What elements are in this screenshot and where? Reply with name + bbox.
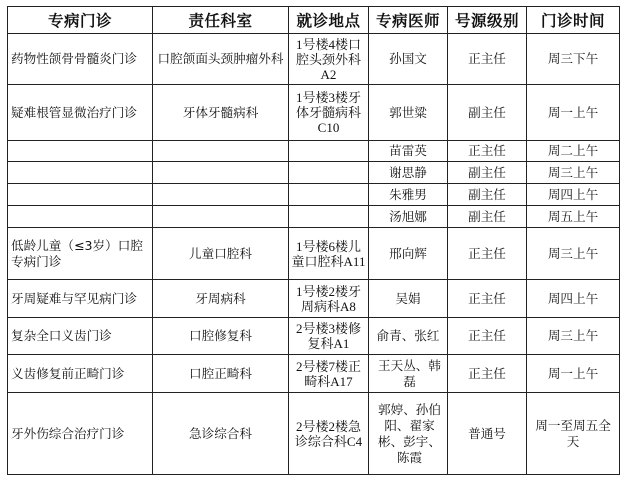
clinic-name [8, 206, 153, 228]
level: 副主任 [448, 184, 527, 206]
doctor: 朱雅男 [369, 184, 448, 206]
clinic-time: 周一上午 [527, 355, 620, 393]
department: 口腔修复科 [153, 318, 289, 355]
department: 儿童口腔科 [153, 228, 289, 280]
table-row [8, 184, 620, 206]
header-doctor: 专病医师 [369, 7, 448, 34]
doctor: 吴娟 [369, 280, 448, 318]
level: 正主任 [448, 34, 527, 85]
header-department: 责任科室 [153, 7, 289, 34]
table-row [8, 280, 620, 318]
location: 1号楼6楼儿童口腔科A11 [289, 228, 369, 280]
doctor: 邢向辉 [369, 228, 448, 280]
clinic-name [8, 141, 153, 162]
clinic-name: 牙周疑难与罕见病门诊 [8, 280, 153, 318]
clinic-time: 周三上午 [527, 162, 620, 184]
department: 口腔颌面头颈肿瘤外科 [153, 34, 289, 85]
location [289, 162, 369, 184]
clinic-time: 周一上午 [527, 85, 620, 141]
level: 普通号 [448, 393, 527, 475]
department: 牙体牙髓病科 [153, 85, 289, 141]
header-level: 号源级别 [448, 7, 527, 34]
clinic-time: 周五上午 [527, 206, 620, 228]
clinic-time: 周四上午 [527, 280, 620, 318]
level: 副主任 [448, 162, 527, 184]
clinic-name: 低龄儿童（≤3岁）口腔专病门诊 [8, 228, 153, 280]
level: 副主任 [448, 85, 527, 141]
location [289, 141, 369, 162]
header-location: 就诊地点 [289, 7, 369, 34]
level: 副主任 [448, 206, 527, 228]
clinic-name: 牙外伤综合治疗门诊 [8, 393, 153, 475]
clinic-time: 周三上午 [527, 318, 620, 355]
table-row [8, 162, 620, 184]
location: 2号楼3楼修复科A1 [289, 318, 369, 355]
clinic-schedule-table [7, 6, 620, 475]
department [153, 206, 289, 228]
table-row [8, 34, 620, 85]
level: 正主任 [448, 318, 527, 355]
level: 正主任 [448, 280, 527, 318]
doctor: 汤旭娜 [369, 206, 448, 228]
location [289, 206, 369, 228]
header-time: 门诊时间 [527, 7, 620, 34]
department [153, 162, 289, 184]
clinic-name: 义齿修复前正畸门诊 [8, 355, 153, 393]
table-row [8, 228, 620, 280]
location: 1号楼3楼牙体牙髓病科C10 [289, 85, 369, 141]
table-row [8, 206, 620, 228]
doctor: 谢思静 [369, 162, 448, 184]
table-row [8, 318, 620, 355]
table-row [8, 393, 620, 475]
clinic-time: 周一至周五全天 [527, 393, 620, 475]
department: 口腔正畸科 [153, 355, 289, 393]
department [153, 184, 289, 206]
department [153, 141, 289, 162]
table-row [8, 141, 620, 162]
location: 1号楼2楼牙周病科A8 [289, 280, 369, 318]
clinic-name: 疑难根管显微治疗门诊 [8, 85, 153, 141]
table-row [8, 85, 620, 141]
location [289, 184, 369, 206]
level: 正主任 [448, 228, 527, 280]
location: 1号楼4楼口腔头颈外科A2 [289, 34, 369, 85]
doctor: 郭婷、孙伯阳、翟家彬、彭宇、陈霞 [369, 393, 448, 475]
clinic-time: 周二上午 [527, 141, 620, 162]
header-row [8, 7, 620, 34]
doctor: 俞青、张红 [369, 318, 448, 355]
clinic-name [8, 162, 153, 184]
table-row [8, 355, 620, 393]
clinic-time: 周三下午 [527, 34, 620, 85]
doctor: 王天丛、韩磊 [369, 355, 448, 393]
doctor: 苗雷英 [369, 141, 448, 162]
doctor: 孙国文 [369, 34, 448, 85]
clinic-time: 周四上午 [527, 184, 620, 206]
department: 急诊综合科 [153, 393, 289, 475]
location: 2号楼7楼正畸科A17 [289, 355, 369, 393]
department: 牙周病科 [153, 280, 289, 318]
level: 正主任 [448, 141, 527, 162]
clinic-time: 周三上午 [527, 228, 620, 280]
level: 正主任 [448, 355, 527, 393]
location: 2号楼2楼急诊综合科C4 [289, 393, 369, 475]
clinic-name: 复杂全口义齿门诊 [8, 318, 153, 355]
header-clinic: 专病门诊 [8, 7, 153, 34]
doctor: 郭世粱 [369, 85, 448, 141]
clinic-name: 药物性颌骨骨髓炎门诊 [8, 34, 153, 85]
clinic-name [8, 184, 153, 206]
